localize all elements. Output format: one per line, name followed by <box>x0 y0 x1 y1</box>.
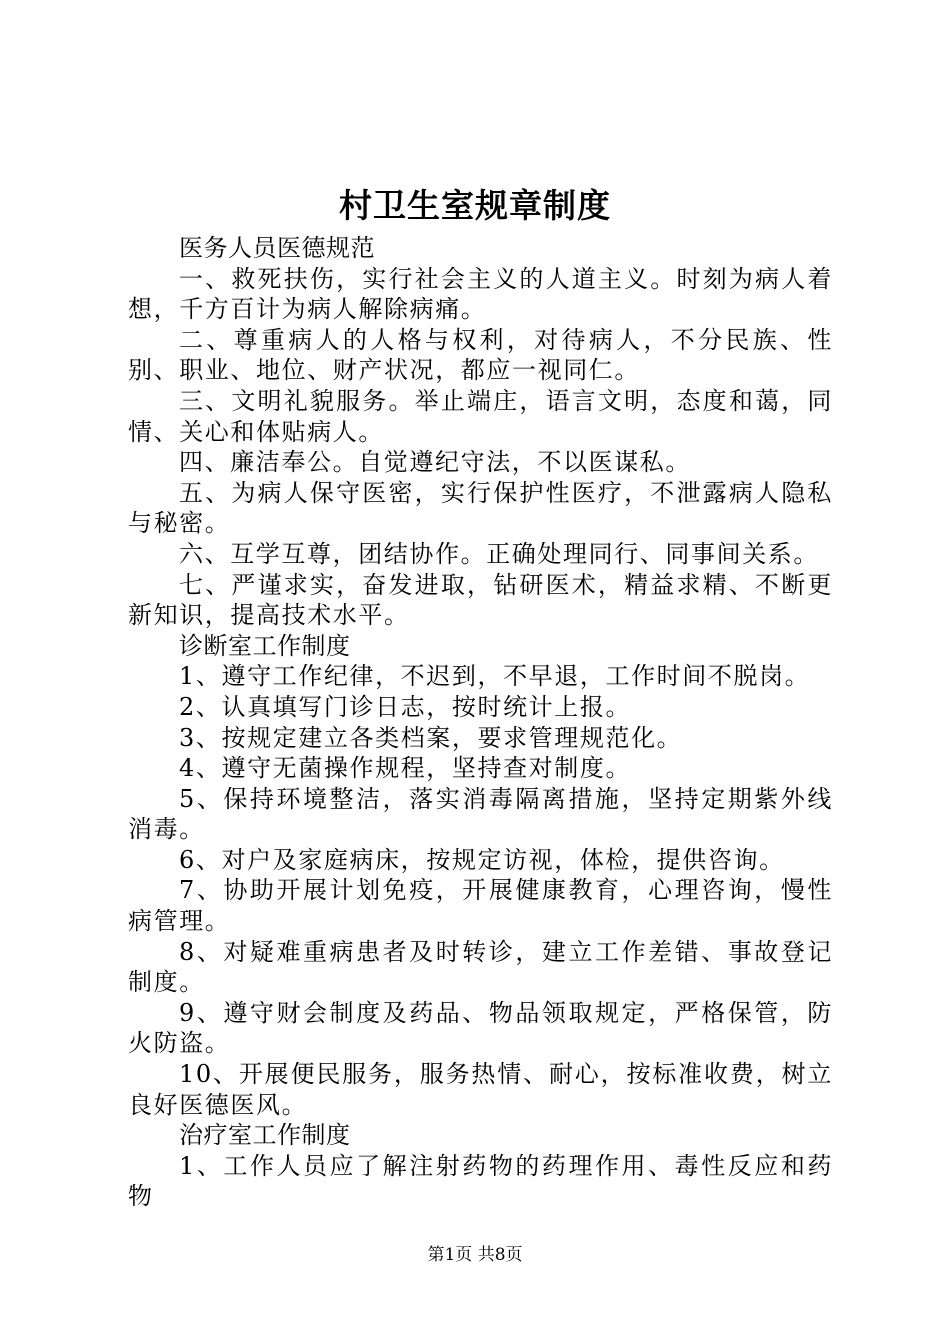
paragraph: 1、遵守工作纪律，不迟到，不早退，工作时间不脱岗。 <box>179 662 811 691</box>
page-footer: 第1页 共8页 <box>427 1245 523 1265</box>
document-body <box>128 233 833 1212</box>
section-heading-diagnosis-room: 诊断室工作制度 <box>179 631 351 660</box>
paragraph: 七、严谨求实，奋发进取，钻研医术，精益求精、不断更新知识，提高技术水平。 <box>128 570 833 630</box>
paragraph: 4、遵守无菌操作规程，坚持查对制度。 <box>179 754 632 783</box>
paragraph: 2、认真填写门诊日志，按时统计上报。 <box>179 692 632 721</box>
paragraph: 9、遵守财会制度及药品、物品领取规定，严格保管，防火防盗。 <box>128 998 833 1058</box>
paragraph: 五、为病人保守医密，实行保护性医疗，不泄露病人隐私与秘密。 <box>128 478 833 538</box>
paragraph: 二、尊重病人的人格与权利，对待病人，不分民族、性别、职业、地位、财产状况，都应一视同仁。 <box>128 325 833 385</box>
paragraph: 10、开展便民服务，服务热情、耐心，按标准收费，树立良好医德医风。 <box>128 1060 833 1119</box>
paragraph: 5、保持环境整洁，落实消毒隔离措施，坚持定期紫外线消毒。 <box>128 784 833 844</box>
page-title: 村卫生室规章制度 <box>339 186 611 225</box>
paragraph: 三、文明礼貌服务。举止端庄，语言文明，态度和蔼，同情、关心和体贴病人。 <box>128 386 833 446</box>
paragraph: 六、互学互尊，团结协作。正确处理同行、同事间关系。 <box>179 539 819 568</box>
paragraph: 6、对户及家庭病床，按规定访视，体检，提供咨询。 <box>179 845 785 874</box>
section-heading-medical-ethics: 医务人员医德规范 <box>179 234 375 262</box>
paragraph: 7、协助开展计划免疫，开展健康教育，心理咨询，慢性病管理。 <box>128 876 833 936</box>
paragraph: 四、廉洁奉公。自觉遵纪守法，不以医谋私。 <box>179 448 691 477</box>
paragraph: 1、工作人员应了解注射药物的药理作用、毒性反应和药物 <box>128 1151 833 1211</box>
paragraph: 3、按规定建立各类档案，要求管理规范化。 <box>179 723 683 752</box>
paragraph: 一、救死扶伤，实行社会主义的人道主义。时刻为病人着想，千方百计为病人解除病痛。 <box>128 264 833 324</box>
section-heading-treatment-room: 治疗室工作制度 <box>179 1121 351 1150</box>
paragraph: 8、对疑难重病患者及时转诊，建立工作差错、事故登记制度。 <box>128 937 833 997</box>
